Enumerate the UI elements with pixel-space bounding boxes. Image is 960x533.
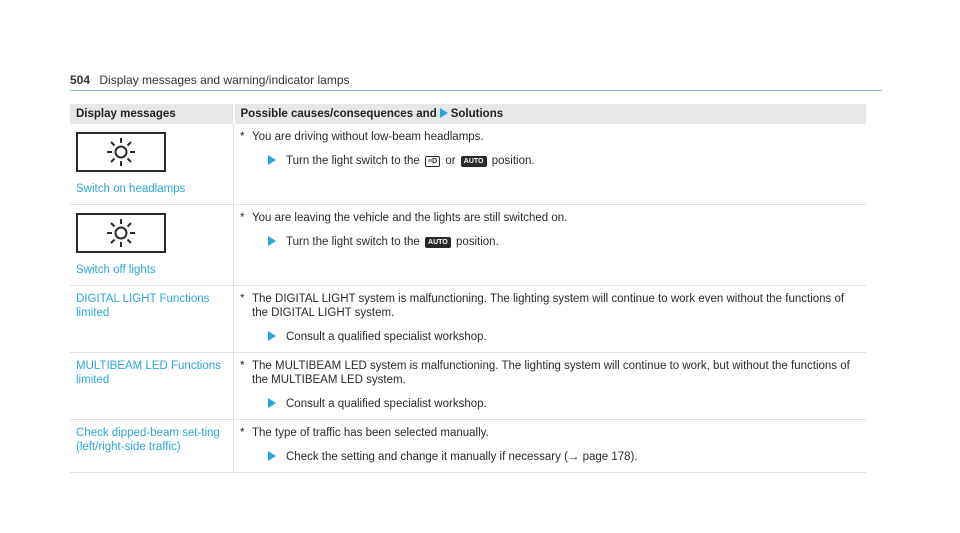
triangle-arrow-icon [268, 451, 276, 461]
table-header-row [70, 104, 866, 124]
table-row [70, 286, 866, 353]
page-number: 504 [70, 73, 91, 87]
col-header-causes: Possible causes/consequences and Solutions [234, 104, 867, 124]
triangle-arrow-icon [268, 155, 276, 165]
table-row [70, 124, 866, 205]
display-message-text: MULTIBEAM LED Functions limited [76, 360, 221, 386]
table-row [70, 353, 866, 420]
display-message-text: Switch off lights [76, 264, 156, 276]
header-divider [70, 90, 882, 91]
solution-step: Turn the light switch to the AUTO position. [268, 235, 860, 249]
auto-symbol-icon: AUTO [425, 237, 451, 248]
cause-text: * The DIGITAL LIGHT system is malfunctioning. The lighting system will continue to work even without the functions of the DIGITAL LIGHT system. [240, 293, 845, 319]
light-bulb-icon [99, 217, 143, 249]
triangle-arrow-icon [268, 236, 276, 246]
col-header-messages: Display messages [70, 104, 234, 124]
cause-cell [234, 353, 867, 420]
message-cell [70, 353, 234, 420]
cause-text: * The MULTIBEAM LED system is malfunctioning. The lighting system will continue to work, but without the functions of the MULTIBEAM LED system. [240, 360, 850, 386]
solution-step: Consult a qualified specialist workshop. [268, 330, 860, 344]
lamp-symbol [76, 132, 166, 172]
solution-step: Consult a qualified specialist workshop. [268, 397, 860, 411]
display-message-text: DIGITAL LIGHT Functions limited [76, 293, 210, 319]
cause-cell [234, 205, 867, 286]
table-row [70, 420, 866, 473]
display-message-text: Switch on headlamps [76, 183, 186, 195]
triangle-arrow-icon [268, 331, 276, 341]
display-message-text: Check dipped-beam set-ting (left/right-side traffic) [76, 427, 220, 453]
cause-cell [234, 124, 867, 205]
triangle-arrow-icon [440, 108, 448, 118]
table-row [70, 205, 866, 286]
page-header [70, 73, 350, 87]
message-cell [70, 286, 234, 353]
message-cell [70, 124, 234, 205]
message-cell [70, 420, 234, 473]
cause-cell [234, 420, 867, 473]
cause-text: * You are leaving the vehicle and the lights are still switched on. [240, 212, 568, 224]
display-messages-table [70, 104, 866, 473]
cause-cell [234, 286, 867, 353]
cause-text: * You are driving without low-beam headlamps. [240, 131, 484, 143]
low-beam-symbol-icon: ≡D [425, 156, 440, 167]
auto-symbol-icon: AUTO [461, 156, 487, 167]
light-bulb-icon [99, 136, 143, 168]
cause-text: * The type of traffic has been selected manually. [240, 427, 489, 439]
solution-step: Check the setting and change it manually if necessary (→ page 178). [268, 450, 860, 464]
message-cell [70, 205, 234, 286]
triangle-arrow-icon [268, 398, 276, 408]
lamp-symbol [76, 213, 166, 253]
page-title: Display messages and warning/indicator lamps [99, 73, 350, 87]
solution-step: Turn the light switch to the ≡D or AUTO position. [268, 154, 860, 168]
